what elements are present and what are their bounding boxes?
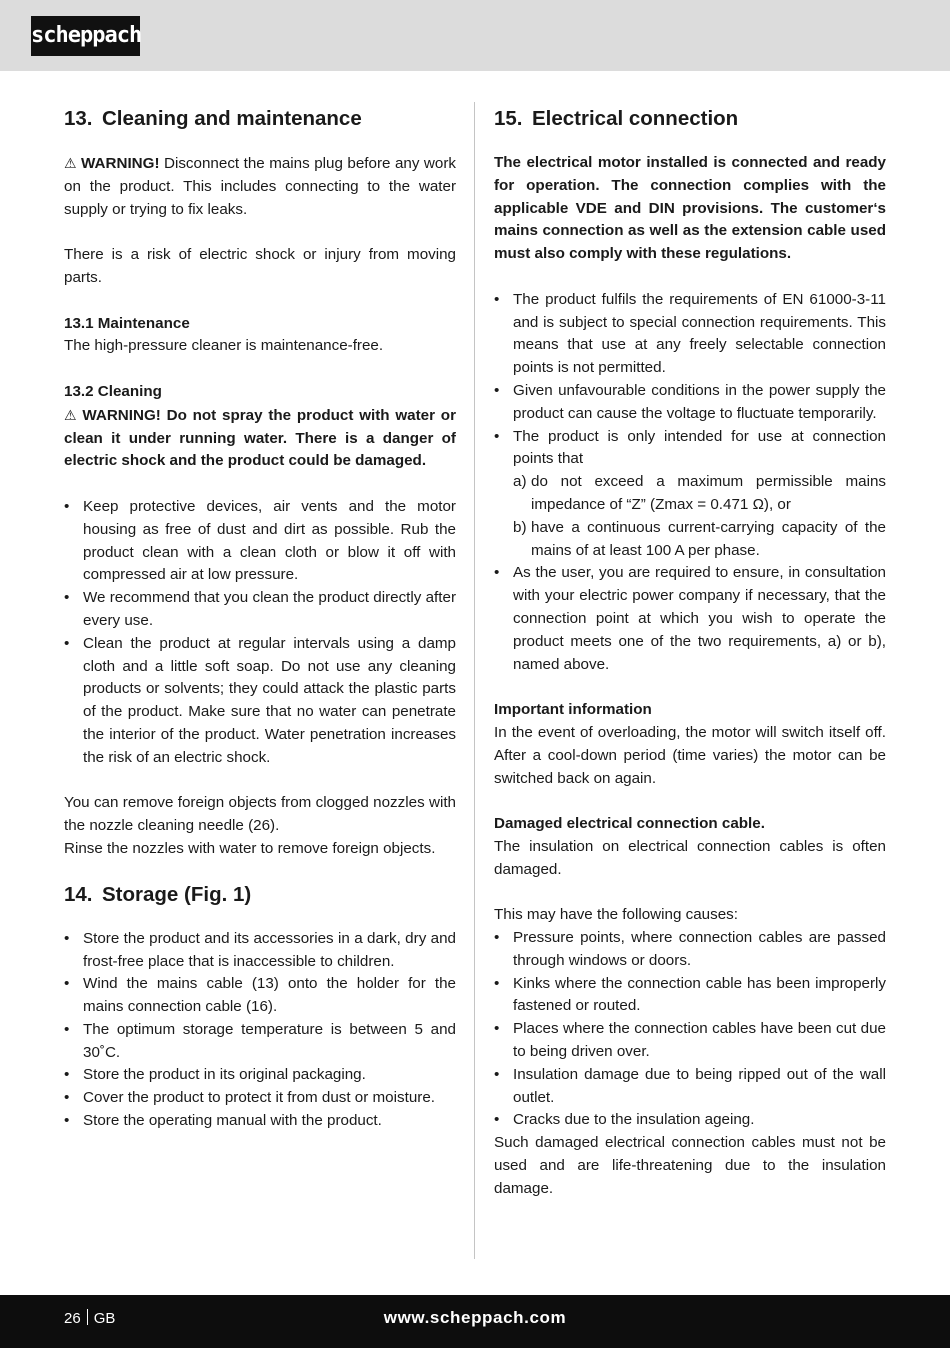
list-item: • The product fulfils the requirements of EN 61000-3-11 and is subject to special connection requirements. This means that use at any freely selectable connection points is not permitted.	[494, 290, 886, 377]
requirements-list-cont	[494, 562, 886, 676]
list-item: • Kinks where the connection cable has been improperly fastened or routed.	[494, 974, 886, 1015]
list-item: • Pressure points, where connection cables are passed through windows or doors.	[494, 929, 886, 969]
requirements-list	[494, 289, 886, 471]
list-item: • We recommend that you clean the product directly after every use.	[64, 589, 456, 629]
right-column	[494, 106, 886, 1201]
damaged-cable-heading: Damaged electrical connection cable.	[494, 815, 765, 833]
list-item: • Cracks due to the insulation ageing.	[494, 1111, 755, 1129]
causes-intro: This may have the following causes:	[494, 906, 738, 924]
nozzle-text-1: You can remove foreign objects from clogged nozzles with the nozzle cleaning needle (26).	[64, 794, 456, 835]
cleaning-heading: 13.2 Cleaning	[64, 382, 162, 400]
list-item: • Given unfavourable conditions in the power supply the product can cause the voltage to fluctuate temporarily.	[494, 381, 886, 422]
list-item: • Places where the connection cables have been cut due to being driven over.	[494, 1020, 886, 1061]
maintenance-heading: 13.1 Maintenance	[64, 314, 190, 332]
left-column	[64, 106, 456, 1133]
important-info-text: In the event of overloading, the motor will switch itself off. After a cool-down period (time varies) the motor can be switched back on again.	[494, 723, 886, 787]
section-13-warning: ⚠ WARNING! Disconnect the mains plug before any work on the product. This includes connecting to the water supply or trying to fix leaks.	[64, 152, 456, 221]
important-info-heading: Important information	[494, 701, 652, 719]
risk-paragraph: There is a risk of electric shock or injury from moving parts.	[64, 246, 456, 286]
closing-paragraph: Such damaged electrical connection cables must not be used and are life-threatening due to the insulation damage.	[494, 1134, 886, 1197]
list-item: • Keep protective devices, air vents and the motor housing as free of dust and dirt as possible. Rub the product clean with a clean cloth or blow it off with compressed air at low pressure.	[64, 497, 456, 584]
section-14-heading: 14. Storage (Fig. 1)	[64, 882, 252, 906]
section-15-heading: 15. Electrical connection	[494, 107, 739, 130]
cleaning-list	[64, 496, 456, 770]
list-item: • Store the product in its original packaging.	[64, 1066, 366, 1084]
header-bar	[0, 0, 950, 71]
website-url: www.scheppach.com	[383, 1308, 567, 1327]
sub-item-b: b) have a continuous current-carrying capacity of the mains of at least 100 A per phase.	[513, 518, 886, 559]
sub-item-a: a) do not exceed a maximum permissible mains impedance of “Z” (Zmax = 0.471 Ω), or	[513, 473, 886, 513]
list-item: • Cover the product to protect it from dust or moisture.	[64, 1089, 435, 1107]
list-item: • Insulation damage due to being ripped out of the wall outlet.	[494, 1065, 886, 1106]
maintenance-text: The high-pressure cleaner is maintenance-free.	[64, 337, 384, 355]
warning-triangle-icon: ⚠	[64, 406, 77, 423]
warning-triangle-icon: ⚠	[64, 155, 77, 171]
electrical-intro: The electrical motor installed is connected and ready for operation. The connection complies with the applicable VDE and DIN provisions. The customer‘s mains connection as well as the extension cable used must also comply with these regulations.	[494, 154, 886, 263]
causes-list	[494, 927, 886, 1132]
list-item: • Clean the product at regular intervals using a damp cloth and a little soft soap. Do not use any cleaning products or solvents; they could attack the plastic parts of the product. Make sure that no water can penetrate the interior of the product. Water penetration increases the risk of an electric shock.	[64, 634, 456, 766]
footer-bar	[0, 1295, 950, 1348]
column-divider	[474, 102, 475, 1259]
list-item: • The optimum storage temperature is between 5 and 30˚C.	[64, 1020, 456, 1061]
nozzle-text-2: Rinse the nozzles with water to remove foreign objects.	[64, 839, 436, 857]
list-item: • The product is only intended for use at connection points that	[494, 427, 886, 468]
storage-list	[64, 928, 456, 1133]
list-item: • Store the operating manual with the product.	[64, 1112, 382, 1130]
list-item: • Store the product and its accessories in a dark, dry and frost-free place that is inaccessible to children.	[64, 929, 456, 970]
page-number: 26	[64, 1310, 81, 1327]
list-item: • As the user, you are required to ensure, in consultation with your electric power company if necessary, that the connection point at which you wish to operate the product meets one of the two requirements, a) or b), named above.	[494, 564, 886, 673]
damaged-cable-text: The insulation on electrical connection cables is often damaged.	[494, 837, 886, 878]
section-13-heading: 13. Cleaning and maintenance	[64, 107, 362, 130]
list-item: • Wind the mains cable (13) onto the holder for the mains connection cable (16).	[64, 975, 456, 1016]
scheppach-logo: scheppach	[31, 16, 140, 56]
cleaning-warning: ⚠ WARNING! Do not spray the product with water or clean it under running water. There is a danger of electric shock and the product could be damaged.	[64, 404, 456, 473]
language-code: GB	[93, 1310, 116, 1327]
